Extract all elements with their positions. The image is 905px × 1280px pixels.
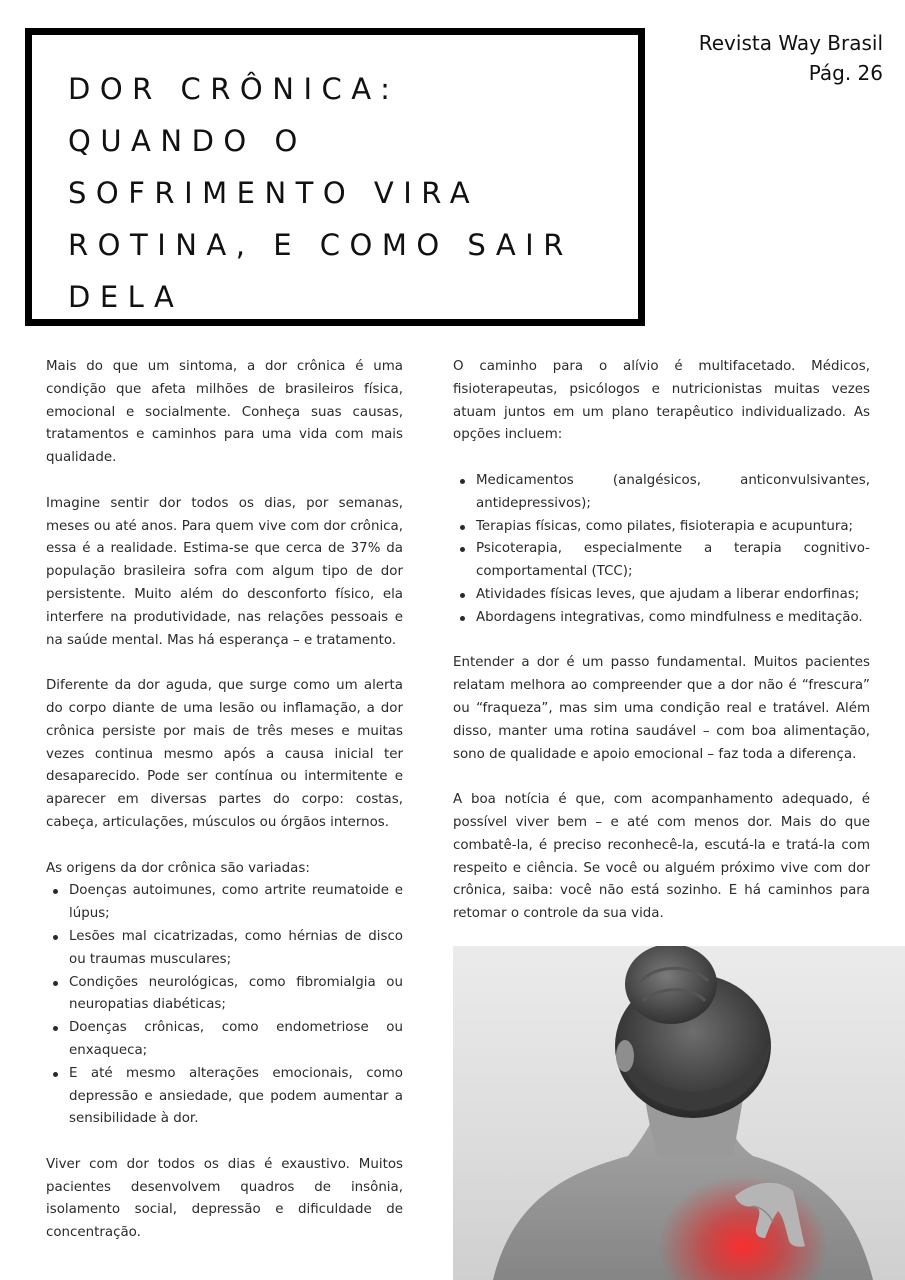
paragraph: Imagine sentir dor todos os dias, por semanas, meses ou até anos. Para quem vive com dor crônica, essa é a realidade. Estima-se que cerca de 37% da população brasileira sofra com algum tipo de dor persistente. Muito além do desconforto físico, ela interfere na produtividade, nas relações pessoais e na saúde mental. Mas há esperança – e tratamento.: [46, 495, 403, 648]
list-item: Lesões mal cicatrizadas, como hérnias de disco ou traumas musculares;: [46, 926, 403, 972]
list-item: E até mesmo alterações emocionais, como depressão e ansiedade, que podem aumentar a sensibilidade à dor.: [46, 1063, 403, 1131]
masthead: [699, 28, 883, 88]
paragraph: O caminho para o alívio é multifacetado. Médicos, fisioterapeutas, psicólogos e nutricionistas muitas vezes atuam juntos em um plano terapêutico individualizado. As opções incluem:: [453, 359, 870, 443]
right-column: [453, 356, 870, 926]
list-item: Doenças autoimunes, como artrite reumatoide e lúpus;: [46, 880, 403, 926]
list-item: Doenças crônicas, como endometriose ou enxaqueca;: [46, 1017, 403, 1063]
list-item: Condições neurológicas, como fibromialgia ou neuropatias diabéticas;: [46, 972, 403, 1018]
list-item: Terapias físicas, como pilates, fisioterapia e acupuntura;: [453, 516, 870, 539]
left-column: [46, 356, 403, 1245]
list-item: Psicoterapia, especialmente a terapia cognitivo-comportamental (TCC);: [453, 538, 870, 584]
list-item: Atividades físicas leves, que ajudam a liberar endorfinas;: [453, 584, 870, 607]
woman-shoulder-pain-photo: [453, 946, 905, 1280]
paragraph: Diferente da dor aguda, que surge como um alerta do corpo diante de uma lesão ou inflamação, a dor crônica persiste por mais de três meses e muitas vezes continua mesmo após a causa inicial ter desaparecido. Pode ser contínua ou intermitente e aparecer em diversas partes do corpo: costas, cabeça, articulações, músculos ou órgãos internos.: [46, 678, 403, 830]
title-line: DELA: [68, 280, 184, 314]
title-line: DOR CRÔNICA:: [68, 72, 400, 106]
options-list: [453, 470, 870, 630]
title-line: SOFRIMENTO VIRA: [68, 176, 480, 210]
origins-list: [46, 880, 403, 1131]
paragraph: A boa notícia é que, com acompanhamento adequado, é possível viver bem – e até com menos dor. Mais do que combatê-la, é preciso reconhecê-la, escutá-la e tratá-la com respeito e ciência. Se você ou alguém próximo vive com dor crônica, saiba: você não está sozinho. E há caminhos para retomar o controle da sua vida.: [453, 792, 870, 922]
title-line: QUANDO O: [68, 124, 307, 158]
page-number: Pág. 26: [808, 61, 883, 85]
magazine-name: Revista Way Brasil: [698, 31, 883, 55]
list-item: Medicamentos (analgésicos, anticonvulsivantes, antidepressivos);: [453, 470, 870, 516]
title-line: ROTINA, E COMO SAIR: [68, 228, 573, 262]
paragraph: Viver com dor todos os dias é exaustivo. Muitos pacientes desenvolvem quadros de insônia, isolamento social, depressão e dificuldade de concentração.: [46, 1156, 403, 1241]
paragraph: Entender a dor é um passo fundamental. Muitos pacientes relatam melhora ao compreender que a dor não é “frescura” ou “fraqueza”, mas sim uma condição real e tratável. Além disso, manter uma rotina saudável – com boa alimentação, sono de qualidade e apoio emocional – faz toda a diferença.: [453, 655, 870, 762]
title-box: [25, 28, 645, 326]
list-item: Abordagens integrativas, como mindfulness e meditação.: [453, 607, 870, 630]
lead-paragraph: Mais do que um sintoma, a dor crônica é uma condição que afeta milhões de brasileiros física, emocional e socialmente. Conheça suas causas, tratamentos e caminhos para uma vida com mais qualidade.: [46, 359, 403, 466]
paragraph: As origens da dor crônica são variadas:: [46, 860, 310, 876]
